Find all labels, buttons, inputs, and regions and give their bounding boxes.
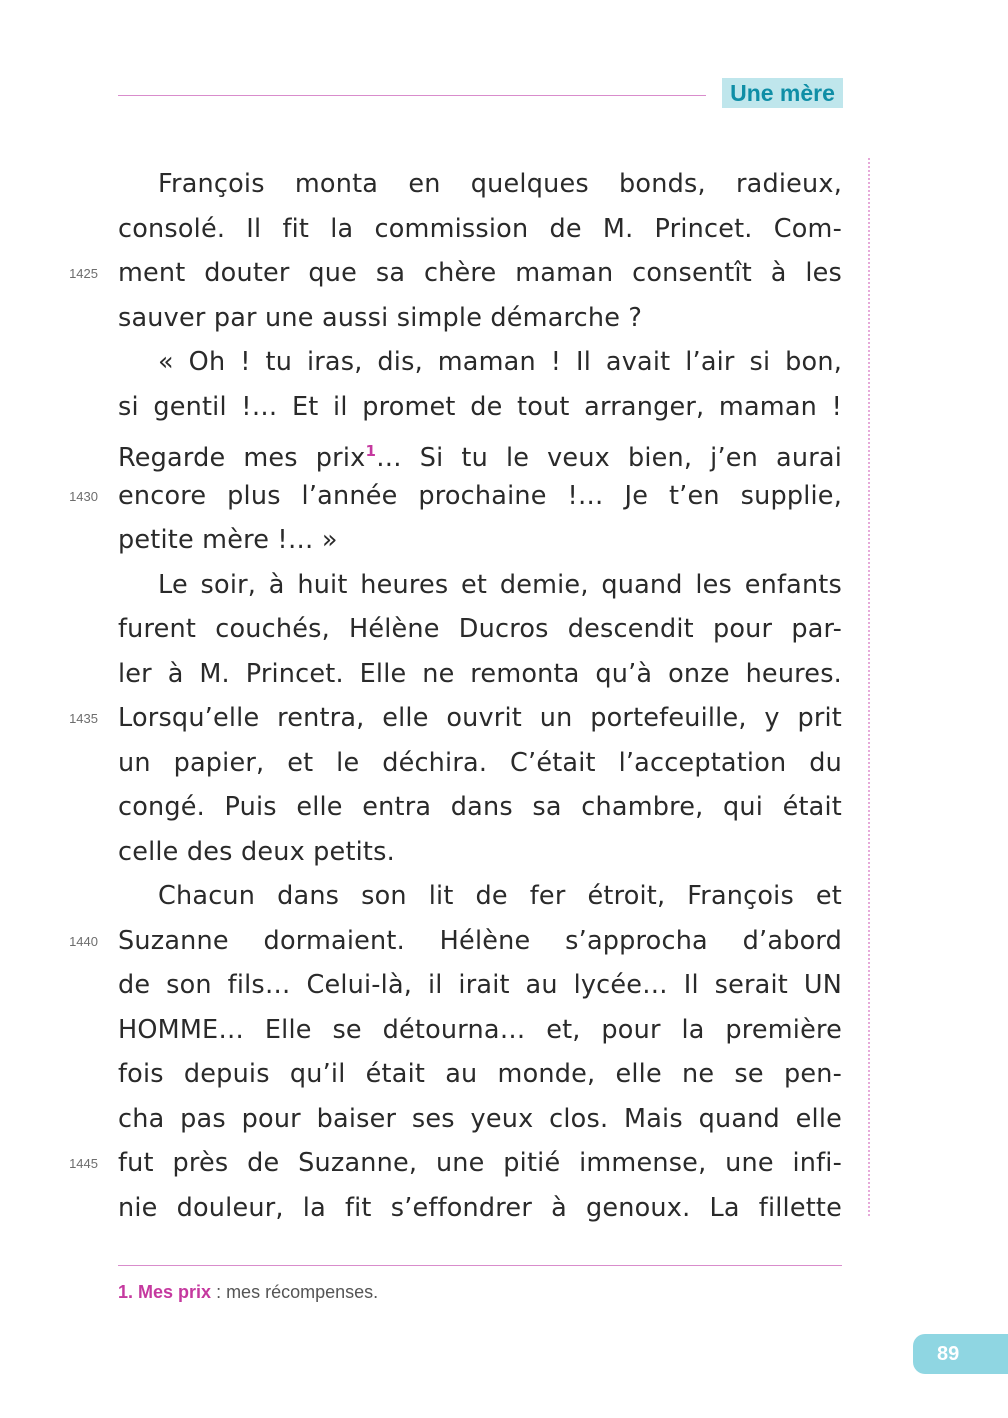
text-line — [118, 207, 842, 251]
footnote-definition: : mes récompenses. — [211, 1282, 379, 1302]
footnote-rule — [118, 1265, 842, 1266]
text-line-content: fut près de Suzanne, une pitié immense, une infi- — [118, 1148, 842, 1178]
text-line-content: ment douter que sa chère maman consentît à les — [118, 258, 842, 288]
text-line-content: « Oh ! tu iras, dis, maman ! Il avait l’air si bon, — [158, 347, 842, 377]
text-line — [118, 1141, 842, 1185]
text-line-content: un papier, et le déchira. C’était l’acceptation du — [118, 747, 842, 778]
text-line-content: de son fils… Celui-là, il irait au lycée… Il serait UN — [118, 970, 842, 1000]
text-line-content: fois depuis qu’il était au monde, elle ne se pen- — [118, 1059, 842, 1089]
text-line-continuation: … Si tu le veux bien, j’en aurai — [376, 443, 842, 473]
text-line-content: encore plus l’année prochaine !… Je t’en supplie, — [118, 480, 842, 511]
text-line-content: cha pas pour baiser ses yeux clos. Mais quand elle — [118, 1103, 842, 1134]
text-line — [118, 385, 842, 429]
text-line — [118, 652, 842, 696]
footnote — [118, 1282, 378, 1303]
text-line — [118, 340, 842, 384]
text-line — [118, 1008, 842, 1052]
footnote-term: Mes prix — [138, 1282, 212, 1302]
text-line — [118, 607, 842, 651]
text-line-content: Regarde mes prix — [118, 443, 366, 473]
text-line — [118, 696, 842, 740]
text-line — [118, 1097, 842, 1141]
text-line — [118, 518, 842, 562]
text-line — [118, 919, 842, 963]
footnote-number: 1. — [118, 1282, 134, 1302]
text-line — [118, 785, 842, 829]
text-line-content: Chacun dans son lit de fer étroit, François et — [158, 881, 842, 911]
header-rule — [118, 95, 706, 96]
line-number: 1430 — [69, 488, 98, 504]
text-line-content: petite mère !… » — [118, 525, 338, 555]
text-line — [118, 162, 842, 206]
margin-dotted-rule — [868, 158, 870, 1216]
text-line — [118, 563, 842, 607]
text-line-content: furent couchés, Hélène Ducros descendit pour par- — [118, 614, 842, 644]
text-line-content: celle des deux petits. — [118, 836, 395, 867]
line-number: 1425 — [69, 266, 98, 281]
text-line-content: Le soir, à huit heures et demie, quand les enfants — [158, 569, 842, 600]
text-line — [118, 741, 842, 785]
page-number: 89 — [913, 1334, 1008, 1374]
text-line-content: si gentil !… Et il promet de tout arranger, maman ! — [118, 391, 842, 422]
text-line — [118, 429, 842, 473]
text-line — [118, 830, 842, 874]
text-line-content: ler à M. Princet. Elle ne remonta qu’à onze heures. — [118, 658, 842, 689]
text-line-content: François monta en quelques bonds, radieux, — [158, 169, 842, 199]
footnote-reference[interactable]: 1 — [365, 442, 377, 460]
text-line-content: HOMME… Elle se détourna… et, pour la première — [118, 1014, 842, 1045]
text-line-content: congé. Puis elle entra dans sa chambre, qui était — [118, 792, 842, 822]
text-line — [118, 1186, 842, 1230]
line-number: 1440 — [69, 933, 98, 949]
text-line-content: sauver par une aussi simple démarche ? — [118, 302, 643, 333]
text-line — [118, 963, 842, 1007]
line-number: 1435 — [69, 711, 98, 726]
text-line — [118, 251, 842, 295]
running-title: Une mère — [722, 78, 843, 108]
text-line — [118, 474, 842, 518]
text-line-content: consolé. Il fit la commission de M. Princet. Com- — [118, 213, 842, 244]
text-line — [118, 874, 842, 918]
text-line-content: nie douleur, la fit s’effondrer à genoux. La fillette — [118, 1192, 842, 1223]
text-line-content: Suzanne dormaient. Hélène s’approcha d’abord — [118, 925, 842, 956]
text-line — [118, 296, 842, 340]
text-line-content: Lorsqu’elle rentra, elle ouvrit un portefeuille, y prit — [118, 703, 842, 733]
line-number: 1445 — [69, 1156, 98, 1171]
text-line — [118, 1052, 842, 1096]
